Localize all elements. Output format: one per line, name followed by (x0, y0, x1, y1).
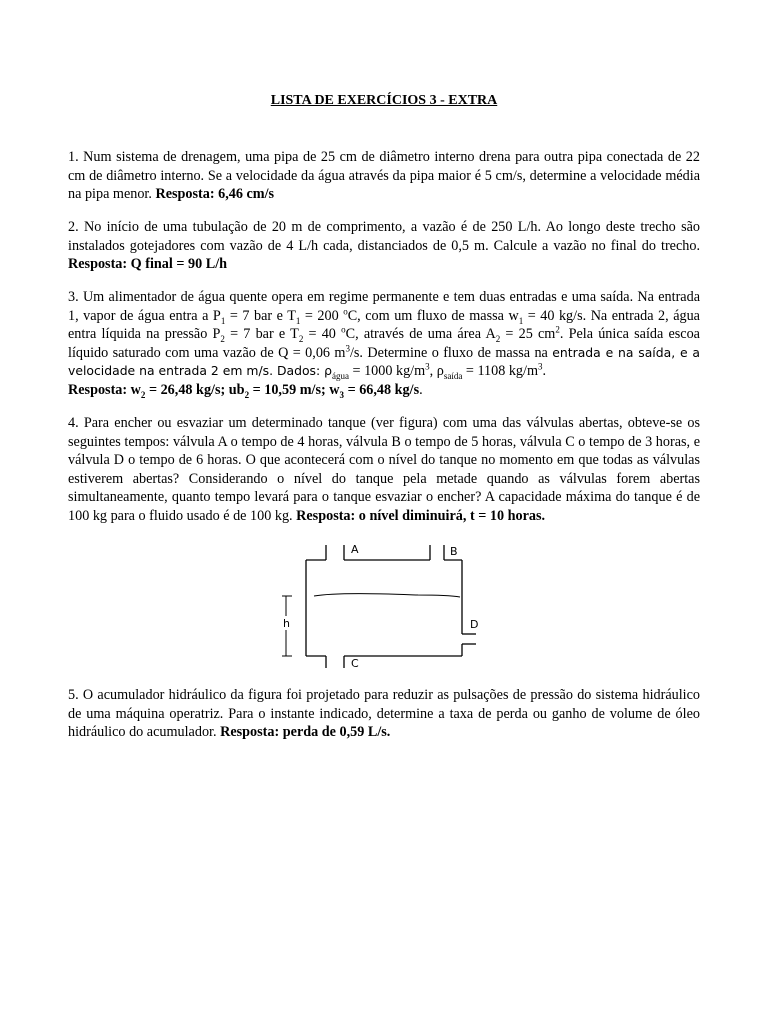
ex3-seg: = 7 bar e T (225, 307, 296, 324)
ex3-ans-end: . (419, 381, 423, 398)
label-a: A (351, 543, 359, 556)
exercise-2-answer: Resposta: Q final = 90 L/h (68, 256, 228, 273)
ex3-sub: 1 (295, 315, 301, 326)
ex3-ans-sub: 2 (244, 389, 250, 400)
ex3-seg: C, com um fluxo de massa w (347, 307, 519, 324)
ex3-ans-seg: Resposta: w (68, 381, 141, 398)
ex3-seg: = 200 (300, 307, 344, 324)
ex3-seg: = 40 kg/s. Na entrada 2, água entra líquida na pressão P (68, 307, 700, 343)
ex3-seg: . Pela única saída escoa líquido saturado com uma vazão de Q = 0,06 m (68, 326, 700, 361)
ex3-sub: 1 (518, 315, 524, 326)
ex3-sub: água (331, 371, 349, 382)
ex3-sub: 2 (220, 334, 225, 345)
exercise-4 (68, 414, 700, 526)
label-h: h (283, 617, 290, 630)
ex3-ans-sub: 2 (140, 389, 146, 400)
ex3-sub: 1 (220, 315, 226, 326)
exercise-2-text: 2. No início de uma tubulação de 20 m de comprimento, a vazão é de 250 L/h. Ao longo deste trecho são instalados gotejadores com vazão de 4 L/h cada, distanciados de 0,5 m. Calcule a vazão no final do trecho. (68, 219, 700, 254)
ex3-sup: 3 (538, 361, 543, 372)
ex3-seg: = 1108 kg/m (462, 363, 538, 380)
ex3-seg: = 7 bar e T (224, 326, 299, 343)
label-c: C (351, 657, 359, 670)
exercise-2 (68, 218, 700, 274)
exercise-1 (68, 148, 700, 204)
ex3-seg: = 1000 kg/m (348, 363, 426, 380)
ex3-ans-seg: = 26,48 kg/s; ub (145, 381, 245, 398)
ex3-seg: = 25 cm (500, 326, 556, 343)
ex3-seg: , ρ (429, 363, 444, 380)
exercise-5-text: 5. O acumulador hidráulico da figura foi projetado para reduzir as pulsações de pressão do sistema hidráulico de uma máquina operatriz. Para o instante indicado, determine a taxa de perda ou ganho de volume de óleo hidráulico do acumulador. (68, 687, 700, 741)
ex3-sup: 3 (345, 343, 350, 354)
label-d: D (470, 618, 479, 631)
exercise-1-answer: Resposta: 6,46 cm/s (155, 186, 275, 203)
exercise-4-text: 4. Para encher ou esvaziar um determinado tanque (ver figura) com uma das válvulas abertas, obteve-se os seguintes tempos: válvula A o tempo de 4 horas, válvula B o tempo de 5 horas, válvula C o tempo de 3 horas, e válvula D o tempo de 6 horas. O que acontecerá com o nível do tanque no momento em que todas as válvulas estiverem abertas? Considerando o nível do tanque pela metade quando as válvulas forem abertas simultaneamente, quanto tempo levará para o tanque esvaziar o encher? A capacidade máxima do tanque é de 100 kg para o fluido usado é de 100 kg. (68, 415, 700, 524)
tank-figure (278, 540, 488, 674)
ex3-seg: . (542, 363, 547, 380)
exercise-1-text: 1. Num sistema de drenagem, uma pipa de 25 cm de diâmetro interno drena para outra pipa conectada de 22 cm de diâmetro interno. Se a velocidade da água através da pipa maior é 5 cm/s, determine a velocidade média na pipa menor. (68, 149, 700, 203)
exercise-3-answer (68, 382, 419, 398)
ex3-sup: 2 (555, 324, 560, 335)
ex3-ans-seg: = 66,48 kg/s (344, 381, 420, 398)
exercise-4-answer: Resposta: o nível diminuirá, t = 10 horas. (296, 507, 546, 524)
ex3-ans-sub: 3 (339, 389, 345, 400)
ex3-sup: o (341, 324, 346, 335)
exercise-5-answer: Resposta: perda de 0,59 L/s. (220, 724, 391, 741)
exercise-3 (68, 288, 700, 400)
exercise-5 (68, 686, 700, 742)
ex3-sub: 2 (298, 334, 304, 345)
ex3-sub: 2 (495, 334, 501, 345)
page-title: LISTA DE EXERCÍCIOS 3 - EXTRA (270, 93, 498, 108)
ex3-seg: 3. Um alimentador de água quente opera em regime permanente e tem duas entradas e uma saída. Na entrada 1, vapor de água entra a P (68, 289, 700, 324)
ex3-sup: 3 (425, 361, 430, 372)
ex3-sub: saída (443, 371, 463, 382)
ex3-seg: C, através de uma área A (345, 326, 496, 343)
ex3-seg: /s. Determine o fluxo de massa na (349, 344, 553, 361)
ex3-sans-seg: entrada e na saída, e a velocidade na entrada 2 em m/s. Dados: ρ (68, 344, 700, 379)
ex3-sup: o (343, 305, 348, 316)
ex3-ans-seg: = 10,59 m/s; w (249, 381, 340, 398)
ex3-seg: = 40 (303, 326, 342, 343)
label-b: B (450, 545, 458, 558)
